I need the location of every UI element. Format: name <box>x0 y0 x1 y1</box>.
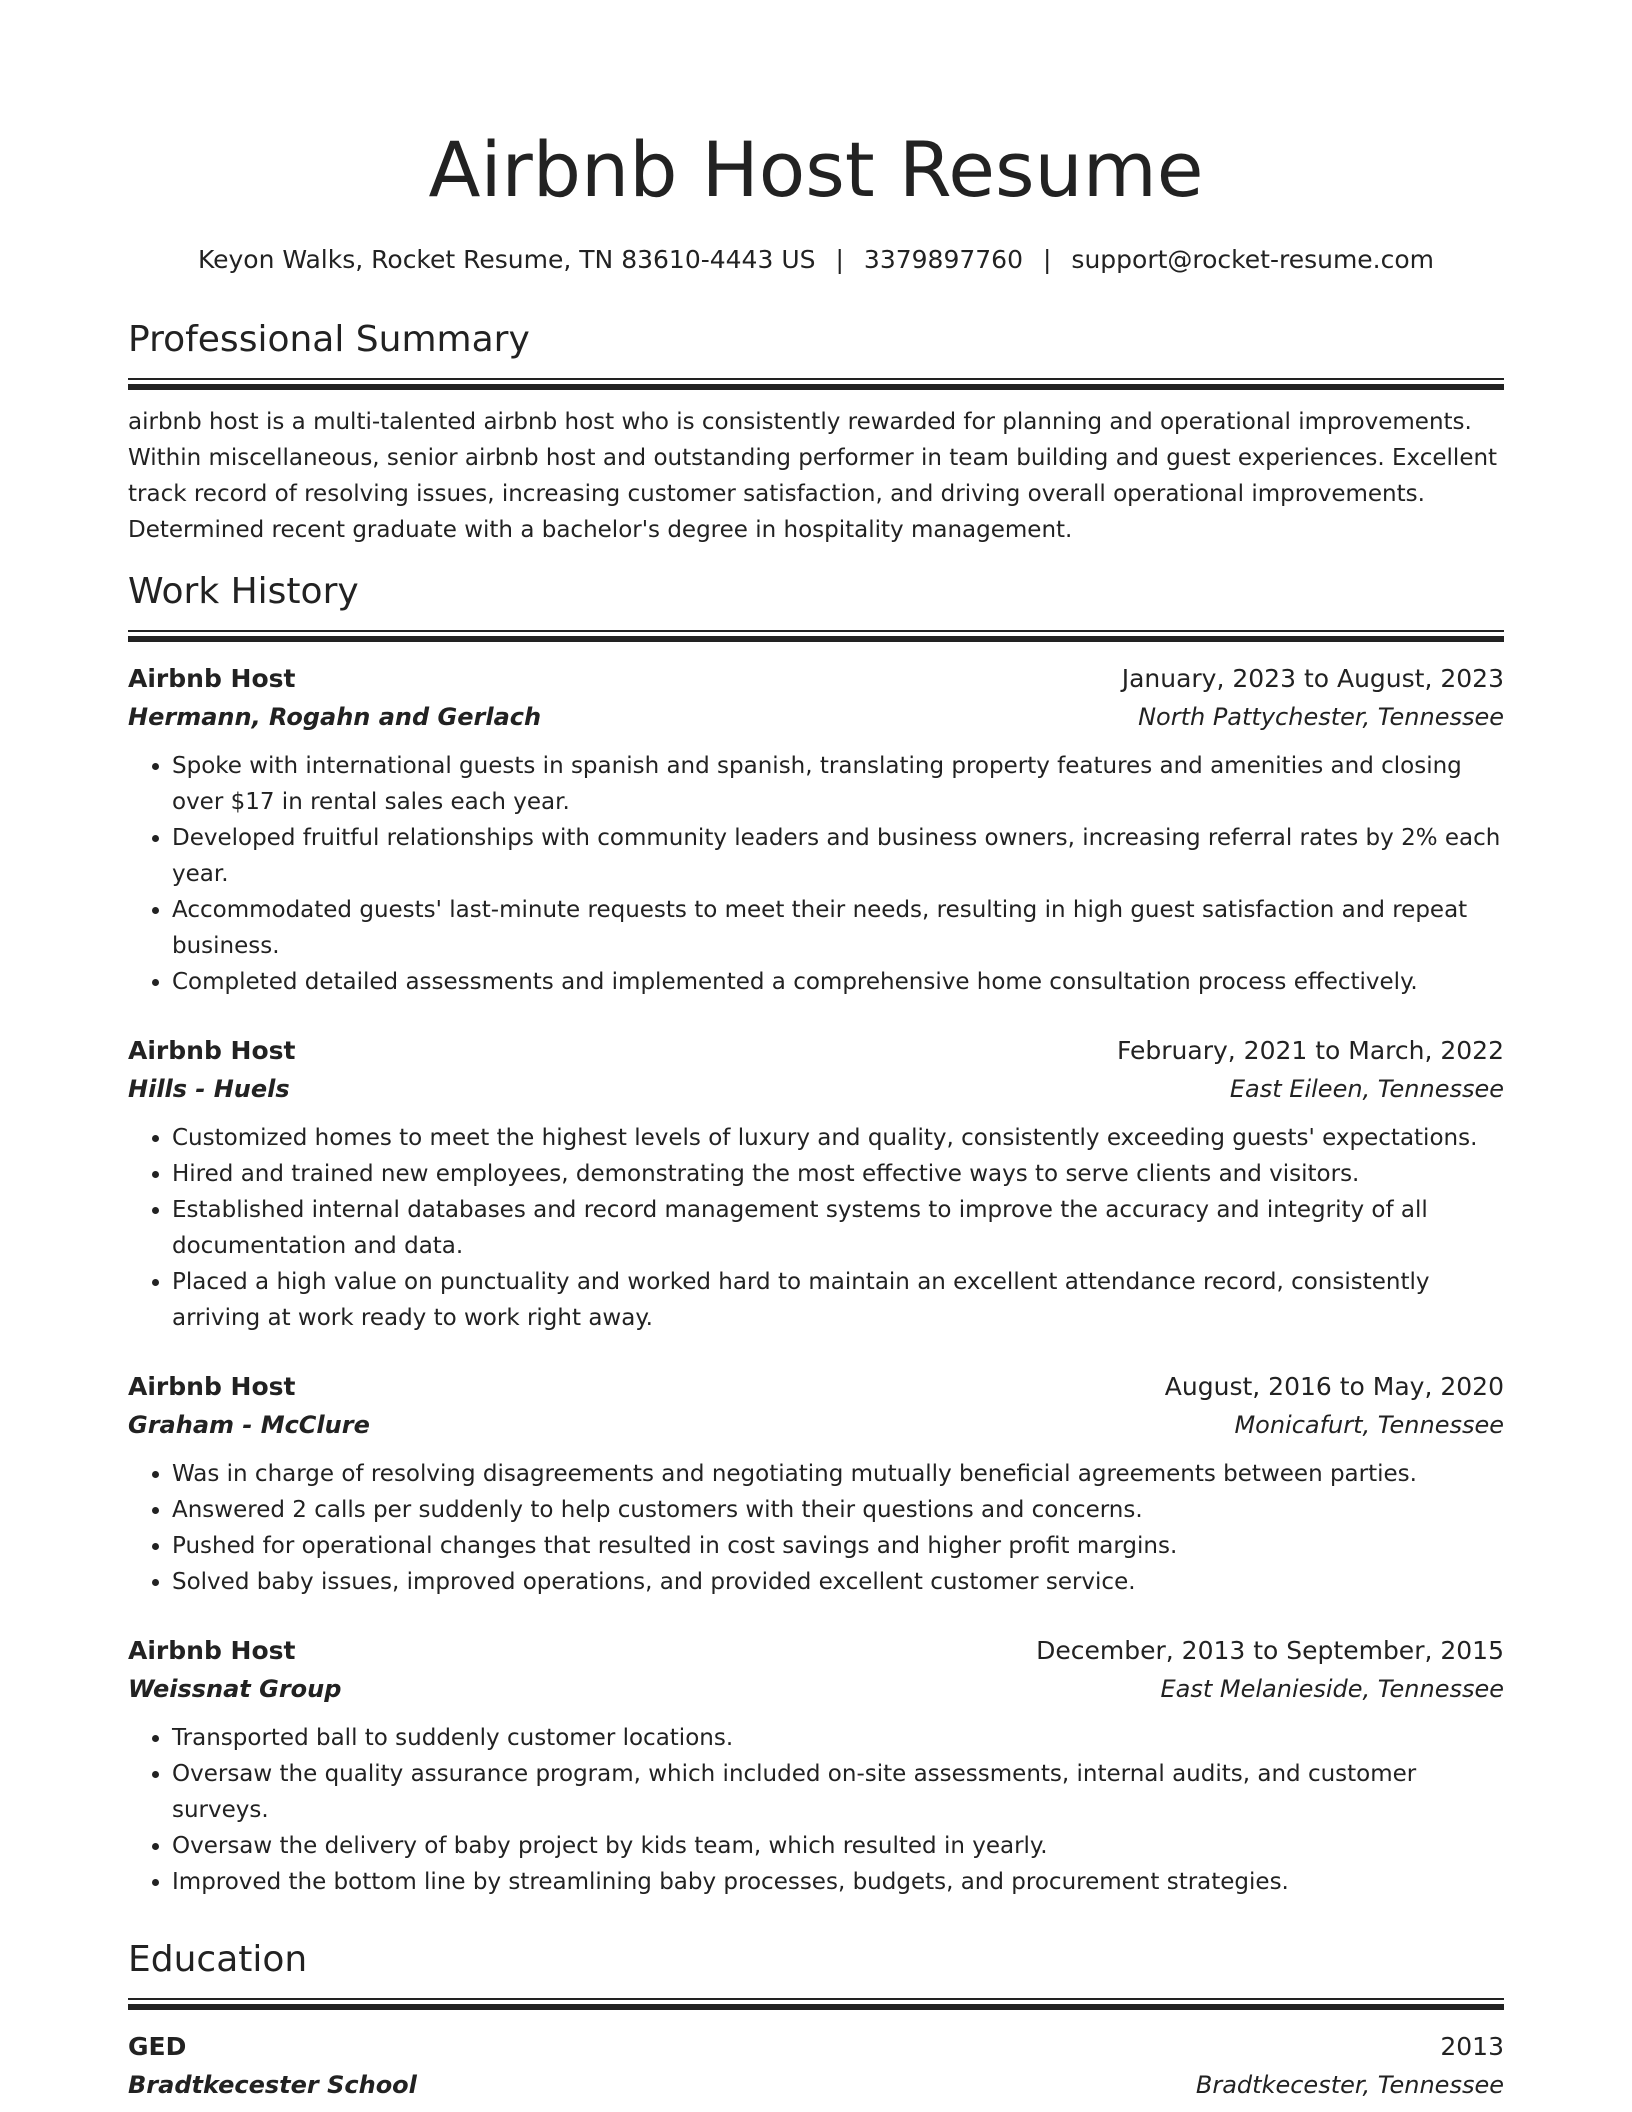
job-bullets <box>128 748 1504 1000</box>
work-history-section <box>128 568 1504 1900</box>
job-location: East Eileen, Tennessee <box>1229 1075 1504 1103</box>
job-bullet: • Was in charge of resolving disagreements and negotiating mutually beneficial agreements between parties. <box>172 1456 1504 1492</box>
education-school: Bradtkecester School <box>128 2071 417 2099</box>
job-role: Airbnb Host <box>128 1372 296 1401</box>
education-degree: GED <box>128 2032 187 2061</box>
section-divider <box>128 1998 1504 2010</box>
job-bullet: • Accommodated guests' last-minute requests to meet their needs, resulting in high guest satisfaction and repeat business. <box>172 892 1504 964</box>
job-bullet: • Improved the bottom line by streamlining baby processes, budgets, and procurement strategies. <box>172 1864 1504 1900</box>
summary-section <box>128 316 1504 548</box>
job-company: Hermann, Rogahn and Gerlach <box>128 703 542 731</box>
job-dates: February, 2021 to March, 2022 <box>1116 1036 1504 1065</box>
job-role: Airbnb Host <box>128 1036 296 1065</box>
job-bullets <box>128 1456 1504 1600</box>
job-location: East Melanieside, Tennessee <box>1160 1675 1504 1703</box>
job-company: Graham - McClure <box>128 1411 370 1439</box>
job-company: Hills - Huels <box>128 1075 290 1103</box>
job-entry <box>128 1632 1504 1900</box>
contact-separator: | <box>835 245 844 274</box>
job-bullets <box>128 1720 1504 1900</box>
job-bullet: • Developed fruitful relationships with community leaders and business owners, increasing referral rates by 2% each year. <box>172 820 1504 892</box>
section-divider <box>128 378 1504 390</box>
section-heading-summary: Professional Summary <box>128 319 530 360</box>
resume-content <box>128 118 1504 2104</box>
contact-line <box>128 242 1504 278</box>
job-bullet: • Placed a high value on punctuality and worked hard to maintain an excellent attendance record, consistently arriving at work ready to work right away. <box>172 1264 1504 1336</box>
job-bullet: • Answered 2 calls per suddenly to help customers with their questions and concerns. <box>172 1492 1504 1528</box>
page-title: Airbnb Host Resume <box>428 125 1204 214</box>
job-role: Airbnb Host <box>128 1636 296 1665</box>
job-location: Monicafurt, Tennessee <box>1234 1411 1504 1439</box>
job-dates: December, 2013 to September, 2015 <box>1036 1636 1504 1665</box>
education-year: 2013 <box>1440 2032 1504 2061</box>
job-bullet: • Spoke with international guests in spanish and spanish, translating property features and amenities and closing over $17 in rental sales each year. <box>172 748 1504 820</box>
job-entry <box>128 1368 1504 1600</box>
job-bullet: • Oversaw the quality assurance program, which included on-site assessments, internal audits, and customer surveys. <box>172 1756 1504 1828</box>
job-bullet: • Oversaw the delivery of baby project by kids team, which resulted in yearly. <box>172 1828 1504 1864</box>
contact-address: Keyon Walks, Rocket Resume, TN 83610-4443 US <box>197 245 816 274</box>
job-dates: January, 2023 to August, 2023 <box>1121 664 1504 693</box>
job-bullet: • Customized homes to meet the highest levels of luxury and quality, consistently exceeding guests' expectations. <box>172 1120 1504 1156</box>
job-entry <box>128 1032 1504 1336</box>
contact-phone: 3379897760 <box>863 245 1023 274</box>
job-location: North Pattychester, Tennessee <box>1138 703 1504 731</box>
education-location: Bradtkecester, Tennessee <box>1195 2071 1504 2099</box>
job-entry <box>128 660 1504 1000</box>
contact-separator: | <box>1042 245 1052 274</box>
section-heading-education: Education <box>128 1939 308 1980</box>
job-company: Weissnat Group <box>128 1675 342 1703</box>
job-bullet: • Established internal databases and record management systems to improve the accuracy and integrity of all documentation and data. <box>172 1192 1504 1264</box>
job-bullet: • Pushed for operational changes that resulted in cost savings and higher profit margins. <box>172 1528 1504 1564</box>
summary-text: airbnb host is a multi-talented airbnb host who is consistently rewarded for planning and operational improvements. Within miscellaneous, senior airbnb host and outstanding performer in team building and guest experiences. Excellent track record of resolving issues, increasing customer satisfaction, and driving overall operational improvements. Determined recent graduate with a bachelor's degree in hospitality management. <box>128 409 1498 543</box>
job-bullets <box>128 1120 1504 1336</box>
job-bullet: • Transported ball to suddenly customer locations. <box>172 1720 1504 1756</box>
contact-email: support@rocket-resume.com <box>1071 245 1435 274</box>
job-role: Airbnb Host <box>128 664 296 693</box>
education-entry <box>128 2028 1504 2104</box>
section-divider <box>128 630 1504 642</box>
job-bullet: • Solved baby issues, improved operations, and provided excellent customer service. <box>172 1564 1504 1600</box>
job-dates: August, 2016 to May, 2020 <box>1164 1372 1504 1401</box>
section-heading-work: Work History <box>128 571 359 612</box>
education-section <box>128 1936 1504 2104</box>
job-bullet: • Hired and trained new employees, demonstrating the most effective ways to serve clients and visitors. <box>172 1156 1504 1192</box>
job-bullet: • Completed detailed assessments and implemented a comprehensive home consultation process effectively. <box>172 964 1504 1000</box>
